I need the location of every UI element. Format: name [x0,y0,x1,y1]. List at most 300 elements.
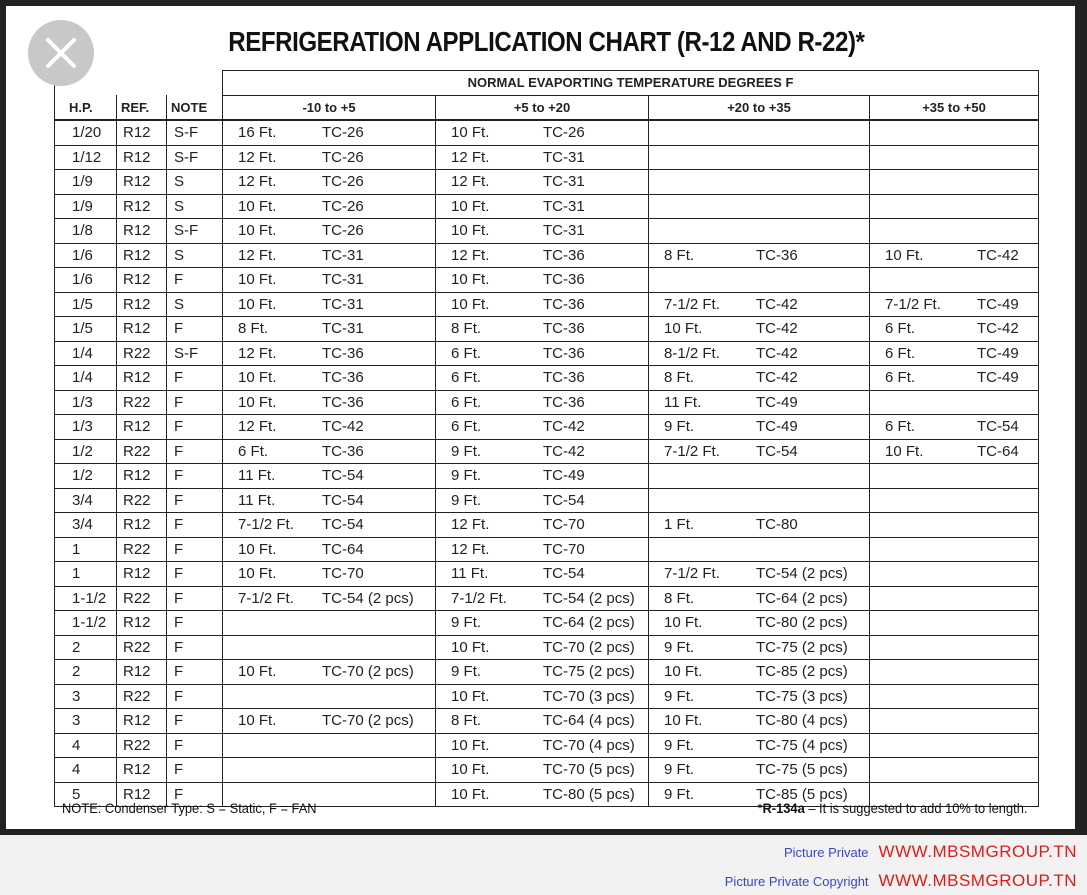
range-cell-4 [870,733,1039,758]
model-number: TC-54 (2 pcs) [543,589,635,607]
line-length: 12 Ft. [238,246,277,264]
range-cell-4 [870,317,1039,342]
model-number: TC-26 [322,222,364,240]
line-length: 6 Ft. [885,369,916,387]
model-number: TC-42 [543,418,585,436]
table-row [55,439,1039,464]
range-cell-1 [223,268,436,293]
table-row [55,513,1039,538]
ref-cell: R22 [117,341,167,366]
line-length: 10 Ft. [238,712,277,730]
model-number: TC-75 (2 pcs) [756,638,848,656]
model-number: TC-42 [977,320,1019,338]
watermark-link-2[interactable]: WWW.MBSMGROUP.TN [878,871,1077,890]
line-length: 11 Ft. [451,565,489,583]
note-cell: F [167,562,223,587]
range-cell-2 [436,145,649,170]
model-number: TC-31 [543,197,585,215]
range-cell-1 [223,194,436,219]
line-length: 8 Ft. [664,246,695,264]
line-length: 12 Ft. [451,246,490,264]
line-length: 10 Ft. [451,295,490,313]
ref-cell: R12 [117,317,167,342]
range-header-4: +35 to +50 [870,95,1039,120]
range-cell-4 [870,120,1039,145]
range-cell-3 [649,709,870,734]
watermark-line-2 [725,871,1077,891]
ref-cell: R12 [117,366,167,391]
range-cell-1 [223,292,436,317]
table-row [55,733,1039,758]
model-number: TC-42 [543,442,585,460]
ref-cell: R12 [117,611,167,636]
line-length: 12 Ft. [451,540,490,558]
line-length: 10 Ft. [238,393,277,411]
line-length: 6 Ft. [451,369,482,387]
model-number: TC-64 (4 pcs) [543,712,635,730]
model-number: TC-36 [322,442,364,460]
table-row [55,170,1039,195]
range-cell-2 [436,782,649,807]
line-length: 9 Ft. [451,614,482,632]
range-cell-3 [649,733,870,758]
model-number: TC-31 [322,295,364,313]
range-cell-4 [870,415,1039,440]
table-row [55,219,1039,244]
model-number: TC-80 (5 pcs) [543,785,635,803]
line-length: 8 Ft. [451,320,482,338]
line-length: 7-1/2 Ft. [238,516,294,534]
ref-cell: R12 [117,758,167,783]
model-number: TC-36 [322,393,364,411]
model-number: TC-54 (2 pcs) [756,565,848,583]
range-cell-2 [436,562,649,587]
table-row [55,243,1039,268]
range-cell-4 [870,513,1039,538]
watermark-label-1: Picture Private [784,845,869,860]
ref-cell: R22 [117,390,167,415]
range-cell-1 [223,170,436,195]
range-cell-3 [649,170,870,195]
range-cell-2 [436,390,649,415]
range-cell-4 [870,684,1039,709]
document-page [6,6,1075,829]
line-length: 10 Ft. [451,736,490,754]
model-number: TC-31 [322,271,364,289]
range-cell-3 [649,366,870,391]
line-length: 10 Ft. [664,712,703,730]
range-cell-3 [649,611,870,636]
chart-title: REFRIGERATION APPLICATION CHART (R-12 AND R-22)* [228,26,865,57]
line-length: 6 Ft. [451,344,482,362]
ref-cell: R12 [117,782,167,807]
model-number: TC-42 [756,295,798,313]
close-button[interactable] [28,20,94,86]
hp-cell: 1/20 [55,120,117,145]
hp-cell: 1-1/2 [55,611,117,636]
range-cell-3 [649,415,870,440]
ref-cell: R12 [117,562,167,587]
range-cell-3 [649,194,870,219]
table-row [55,145,1039,170]
model-number: TC-85 (5 pcs) [756,785,848,803]
line-length: 10 Ft. [664,320,703,338]
range-cell-2 [436,513,649,538]
note-cell: F [167,317,223,342]
model-number: TC-85 (2 pcs) [756,663,848,681]
model-number: TC-80 (2 pcs) [756,614,848,632]
ref-cell: R22 [117,635,167,660]
hp-cell: 1/6 [55,268,117,293]
range-cell-1 [223,709,436,734]
note-cell: F [167,488,223,513]
model-number: TC-70 (3 pcs) [543,687,635,705]
range-cell-1 [223,219,436,244]
note-cell: S-F [167,219,223,244]
range-cell-1 [223,415,436,440]
model-number: TC-54 [543,565,585,583]
ref-cell: R12 [117,120,167,145]
model-number: TC-36 [543,393,585,411]
watermark-link-1[interactable]: WWW.MBSMGROUP.TN [878,842,1077,861]
model-number: TC-36 [543,246,585,264]
line-length: 10 Ft. [885,442,924,460]
model-number: TC-42 [756,369,798,387]
range-cell-4 [870,268,1039,293]
hp-cell: 1/2 [55,439,117,464]
line-length: 1 Ft. [664,516,695,534]
range-cell-1 [223,243,436,268]
note-cell: F [167,758,223,783]
range-cell-4 [870,660,1039,685]
line-length: 8 Ft. [664,369,695,387]
ref-cell: R22 [117,733,167,758]
range-cell-4 [870,341,1039,366]
hp-cell: 5 [55,782,117,807]
header-row [55,95,1039,120]
hp-cell: 1-1/2 [55,586,117,611]
note-cell: F [167,660,223,685]
range-cell-3 [649,268,870,293]
table-row [55,758,1039,783]
range-cell-3 [649,439,870,464]
note-cell: F [167,733,223,758]
range-header-2: +5 to +20 [436,95,649,120]
ref-cell: R12 [117,660,167,685]
table-row [55,415,1039,440]
line-length: 6 Ft. [238,442,269,460]
ref-cell: R22 [117,586,167,611]
application-table [54,70,1039,807]
model-number: TC-31 [322,320,364,338]
range-cell-4 [870,635,1039,660]
line-length: 7-1/2 Ft. [238,589,294,607]
range-cell-3 [649,390,870,415]
model-number: TC-31 [543,148,585,166]
range-cell-1 [223,537,436,562]
table-row [55,464,1039,489]
model-number: TC-31 [543,173,585,191]
range-cell-2 [436,464,649,489]
ref-header: REF. [117,95,167,120]
range-cell-4 [870,366,1039,391]
model-number: TC-54 [977,418,1019,436]
range-cell-3 [649,292,870,317]
table-row [55,341,1039,366]
ref-cell: R12 [117,170,167,195]
range-cell-4 [870,537,1039,562]
range-cell-4 [870,758,1039,783]
model-number: TC-49 [543,467,585,485]
hp-header: H.P. [55,95,117,120]
model-number: TC-36 [543,369,585,387]
line-length: 9 Ft. [451,442,482,460]
model-number: TC-26 [322,148,364,166]
range-cell-3 [649,635,870,660]
line-length: 12 Ft. [451,173,490,191]
range-cell-2 [436,243,649,268]
range-cell-1 [223,733,436,758]
model-number: TC-64 (2 pcs) [543,614,635,632]
hp-cell: 1 [55,537,117,562]
note-cell: F [167,537,223,562]
line-length: 12 Ft. [238,148,277,166]
range-cell-3 [649,317,870,342]
line-length: 7-1/2 Ft. [451,589,507,607]
line-length: 10 Ft. [885,246,924,264]
range-cell-2 [436,611,649,636]
range-cell-4 [870,170,1039,195]
line-length: 10 Ft. [664,614,703,632]
model-number: TC-26 [322,124,364,142]
model-number: TC-31 [543,222,585,240]
line-length: 11 Ft. [664,393,702,411]
range-cell-1 [223,439,436,464]
table-row [55,537,1039,562]
range-cell-2 [436,660,649,685]
range-cell-1 [223,464,436,489]
model-number: TC-36 [543,344,585,362]
range-cell-2 [436,366,649,391]
note-cell: S-F [167,145,223,170]
hp-cell: 1/5 [55,317,117,342]
note-cell: S-F [167,120,223,145]
header-row-top [55,71,1039,96]
line-length: 12 Ft. [238,344,277,362]
table-row [55,120,1039,145]
table-row [55,586,1039,611]
hp-cell: 1/2 [55,464,117,489]
line-length: 7-1/2 Ft. [664,442,720,460]
model-number: TC-70 (5 pcs) [543,761,635,779]
range-cell-2 [436,341,649,366]
note-cell: S [167,194,223,219]
hp-cell: 4 [55,758,117,783]
line-length: 9 Ft. [664,736,695,754]
ref-cell: R12 [117,709,167,734]
ref-cell: R12 [117,268,167,293]
hp-cell: 1/8 [55,219,117,244]
hp-cell: 1 [55,562,117,587]
hp-cell: 1/9 [55,194,117,219]
model-number: TC-49 [977,344,1019,362]
line-length: 12 Ft. [238,418,277,436]
range-cell-3 [649,513,870,538]
range-cell-2 [436,292,649,317]
range-cell-2 [436,170,649,195]
range-cell-1 [223,341,436,366]
line-length: 6 Ft. [885,418,916,436]
note-cell: S [167,292,223,317]
model-number: TC-54 [756,442,798,460]
ref-cell: R22 [117,684,167,709]
note-cell: F [167,415,223,440]
model-number: TC-36 [756,246,798,264]
range-cell-3 [649,660,870,685]
ref-cell: R12 [117,415,167,440]
range-cell-4 [870,464,1039,489]
model-number: TC-75 (3 pcs) [756,687,848,705]
range-cell-2 [436,120,649,145]
range-cell-2 [436,635,649,660]
range-cell-1 [223,562,436,587]
range-cell-2 [436,317,649,342]
range-cell-3 [649,488,870,513]
model-number: TC-70 [322,565,364,583]
range-cell-2 [436,709,649,734]
watermark-line-1 [784,842,1077,862]
model-number: TC-70 [543,540,585,558]
range-cell-2 [436,537,649,562]
line-length: 10 Ft. [238,295,277,313]
line-length: 10 Ft. [238,663,277,681]
range-cell-4 [870,586,1039,611]
line-length: 10 Ft. [451,638,490,656]
range-cell-4 [870,219,1039,244]
watermark-label-2: Picture Private Copyright [724,874,869,889]
r134a-text: – It is suggested to add 10% to length. [804,800,1027,816]
range-cell-1 [223,660,436,685]
range-cell-4 [870,390,1039,415]
line-length: 7-1/2 Ft. [664,295,720,313]
line-length: 10 Ft. [451,785,490,803]
model-number: TC-64 [322,540,364,558]
table-row [55,390,1039,415]
model-number: TC-70 [543,516,585,534]
model-number: TC-75 (4 pcs) [756,736,848,754]
line-length: 16 Ft. [238,124,277,142]
range-cell-3 [649,219,870,244]
temperature-group-header: NORMAL EVAPORTING TEMPERATURE DEGREES F [223,71,1039,96]
line-length: 9 Ft. [451,467,482,485]
ref-cell: R12 [117,145,167,170]
table-row [55,611,1039,636]
range-cell-2 [436,219,649,244]
hp-cell: 1/6 [55,243,117,268]
table-body [55,120,1039,807]
range-cell-3 [649,243,870,268]
note-cell: F [167,464,223,489]
note-cell: F [167,635,223,660]
note-cell: F [167,513,223,538]
model-number: TC-36 [322,344,364,362]
model-number: TC-42 [756,320,798,338]
range-cell-1 [223,684,436,709]
range-cell-4 [870,292,1039,317]
line-length: 6 Ft. [885,344,916,362]
note-cell: F [167,709,223,734]
line-length: 10 Ft. [238,271,277,289]
note-cell: F [167,390,223,415]
model-number: TC-49 [977,369,1019,387]
line-length: 9 Ft. [664,418,695,436]
range-cell-3 [649,758,870,783]
range-cell-3 [649,145,870,170]
table-row [55,660,1039,685]
range-cell-3 [649,464,870,489]
hp-cell: 1/4 [55,341,117,366]
range-cell-4 [870,488,1039,513]
hp-cell: 3/4 [55,513,117,538]
range-cell-1 [223,758,436,783]
line-length: 10 Ft. [238,565,277,583]
range-cell-1 [223,488,436,513]
note-cell: S [167,170,223,195]
line-length: 10 Ft. [451,271,490,289]
note-cell: F [167,782,223,807]
line-length: 10 Ft. [451,761,490,779]
model-number: TC-54 [322,516,364,534]
r134a-label: R-134a [762,800,805,816]
hp-cell: 1/3 [55,390,117,415]
model-number: TC-26 [322,197,364,215]
ref-cell: R12 [117,194,167,219]
model-number: TC-42 [977,246,1019,264]
ref-cell: R12 [117,243,167,268]
ref-cell: R22 [117,488,167,513]
hp-cell: 1/12 [55,145,117,170]
line-length: 8 Ft. [664,589,695,607]
ref-cell: R12 [117,513,167,538]
hp-cell: 3 [55,684,117,709]
range-cell-1 [223,120,436,145]
model-number: TC-70 (2 pcs) [322,712,414,730]
model-number: TC-54 [322,467,364,485]
range-cell-2 [436,439,649,464]
range-cell-4 [870,709,1039,734]
note-cell: F [167,586,223,611]
range-cell-2 [436,758,649,783]
line-length: 9 Ft. [451,663,482,681]
note-cell: F [167,268,223,293]
hp-cell: 4 [55,733,117,758]
model-number: TC-26 [322,173,364,191]
range-cell-1 [223,513,436,538]
range-cell-2 [436,194,649,219]
model-number: TC-64 (2 pcs) [756,589,848,607]
range-cell-3 [649,341,870,366]
model-number: TC-75 (2 pcs) [543,663,635,681]
range-cell-2 [436,488,649,513]
note-cell: S [167,243,223,268]
close-icon [28,20,94,86]
line-length: 8 Ft. [238,320,269,338]
r134a-note [757,800,1027,816]
line-length: 11 Ft. [238,467,276,485]
model-number: TC-75 (5 pcs) [756,761,848,779]
ref-cell: R12 [117,464,167,489]
range-cell-2 [436,415,649,440]
